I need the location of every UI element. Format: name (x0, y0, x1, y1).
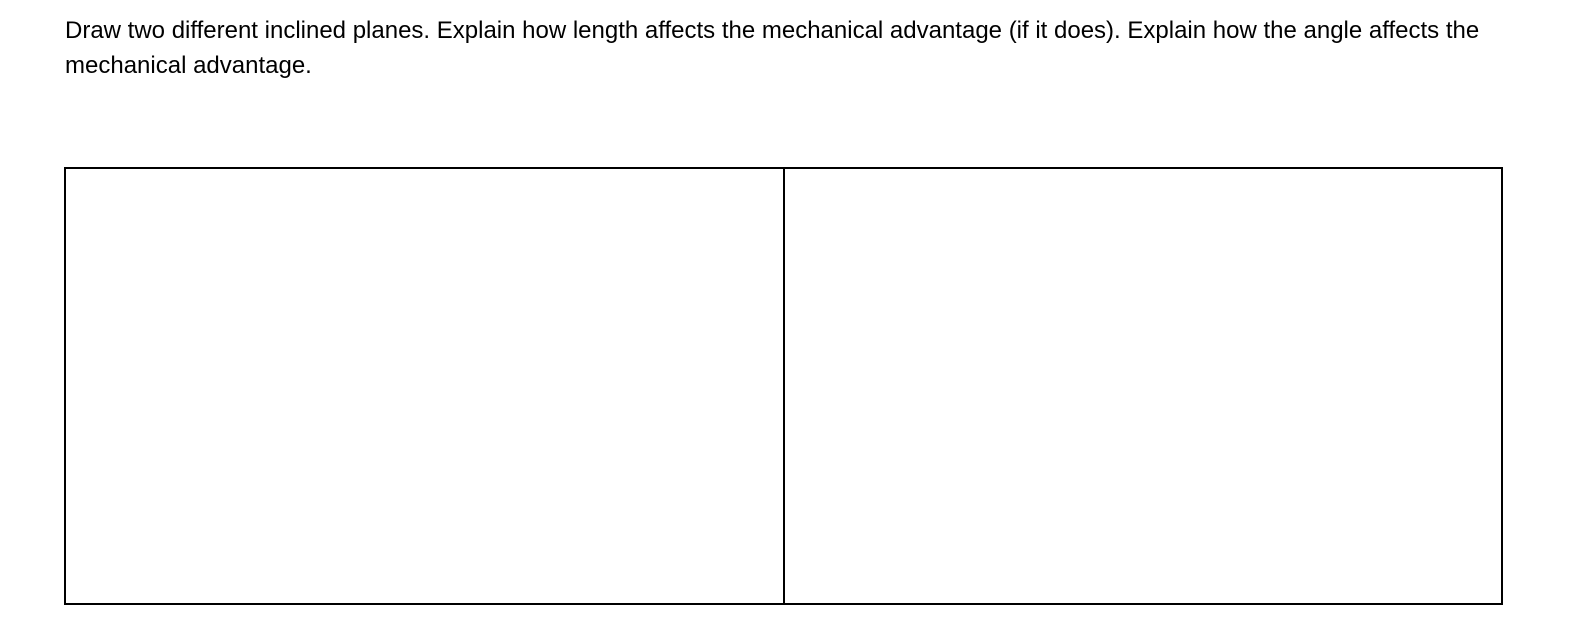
drawing-row (65, 168, 1502, 604)
drawing-table (64, 167, 1503, 605)
drawing-box-right[interactable] (784, 168, 1503, 604)
question-prompt: Draw two different inclined planes. Explain how length affects the mechanical advantage (if it does). Explain how the angle affects the mechanical advantage. (65, 17, 1480, 79)
drawing-box-left[interactable] (65, 168, 784, 604)
